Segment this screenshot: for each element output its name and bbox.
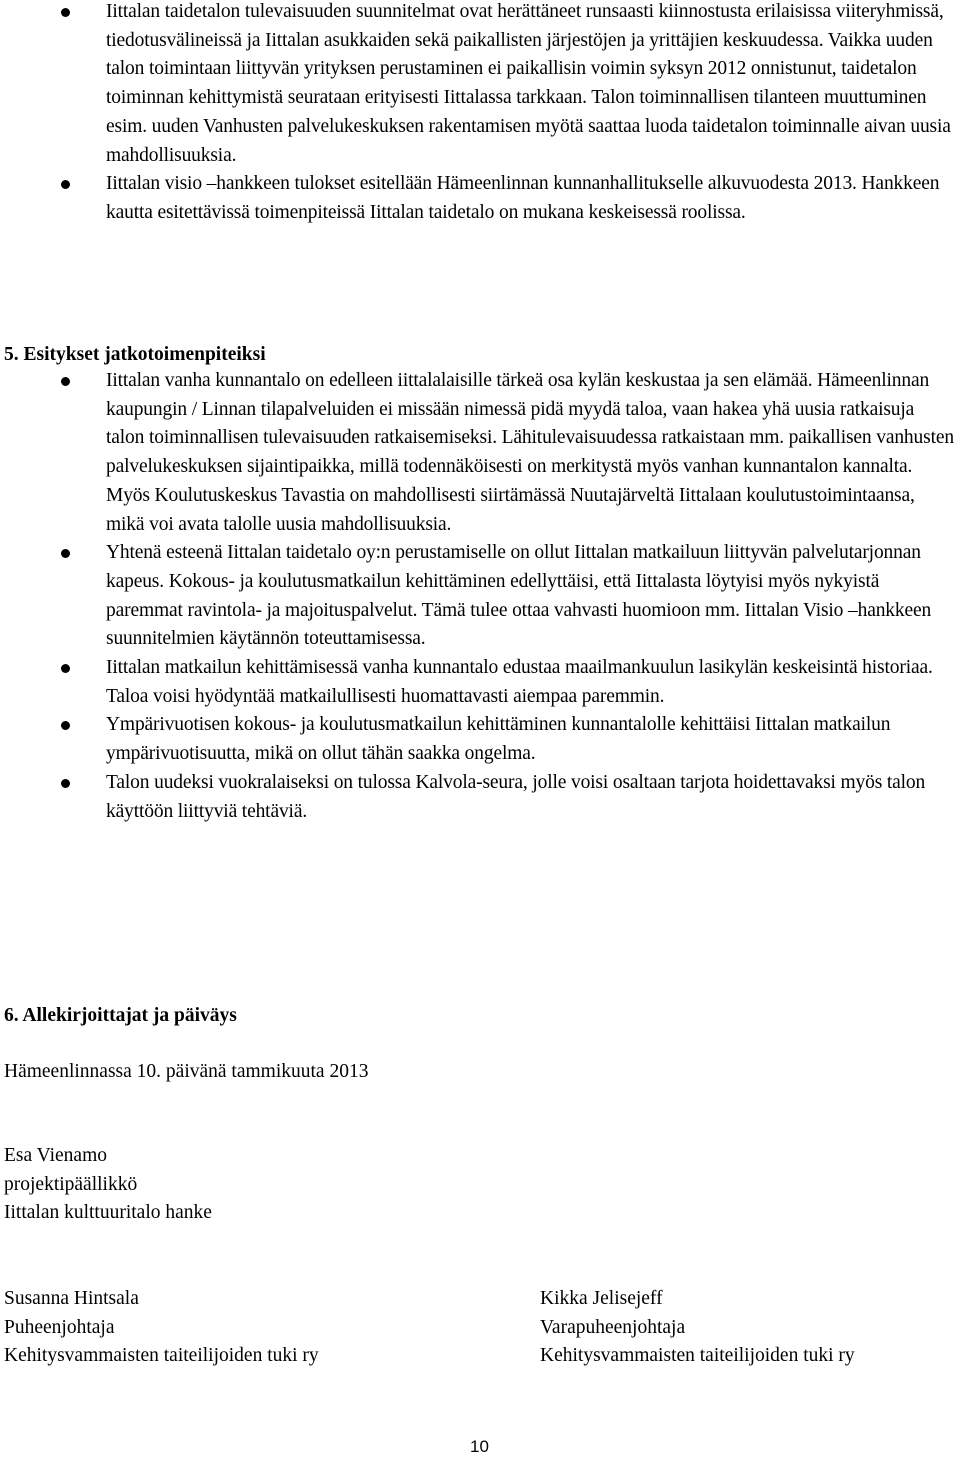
signatory-name: Kikka Jelisejeff	[540, 1288, 663, 1309]
signatory-title: projektipäällikkö	[4, 1173, 138, 1195]
bullet-icon	[61, 779, 70, 788]
bullet-text: Iittalan matkailun kehittämisessä vanha kunnantalo edustaa maailmankuulun lasikylän keskeisintä historiaa. Taloa voisi hyödyntää matkailullisesti huomattavasti aiempaa paremmin.	[106, 657, 933, 707]
bullet-icon	[61, 8, 70, 17]
signature-block-primary	[4, 1142, 212, 1228]
bullet-icon	[61, 549, 70, 558]
signature-block-left	[4, 1285, 319, 1371]
list-item	[0, 170, 956, 227]
bullet-text: Yhtenä esteenä Iittalan taidetalo oy:n perustamiselle on ollut Iittalan matkailuun liittyvän palvelutarjonnan kapeus. Kokous- ja koulutusmatkailun kehittäminen edellyttäisi, että Iittalasta löytyisi myös nykyistä paremmat ravintola- ja majoituspalvelut. Tämä tulee ottaa vahvasti huomioon mm. Iittalan Visio –hankkeen suunnitelmien käytännön toteuttamisessa.	[106, 542, 932, 650]
list-item	[0, 711, 956, 768]
bullet-icon	[61, 721, 70, 730]
signatory-title: Puheenjohtaja	[4, 1316, 115, 1338]
section-6-heading: 6. Allekirjoittajat ja päiväys	[4, 1005, 237, 1026]
signatory-organization: Kehitysvammaisten taiteilijoiden tuki ry	[4, 1345, 319, 1366]
list-item	[0, 0, 956, 170]
section-5-bullet-list	[0, 367, 956, 826]
signatory-title: Varapuheenjohtaja	[540, 1316, 686, 1338]
signature-block-right	[540, 1285, 855, 1371]
bullet-text: Ympärivuotisen kokous- ja koulutusmatkailun kehittäminen kunnantalolle kehittäisi Iittalan matkailun ympärivuotisuutta, mikä on ollut tähän saakka ongelma.	[106, 714, 891, 765]
bullet-text: Iittalan taidetalon tulevaisuuden suunnitelmat ovat herättäneet runsaasti kiinnostusta erilaisissa viiteryhmissä, tiedotusvälineissä ja Iittalan asukkaiden sekä paikallisten järjestöjen ja yrittäjien keskuudessa. Vaikka uuden talon toimintaan liittyvän yrityksen perustaminen ei paikallisin voimin syksyn 2012 onnistunut, taidetalon toiminnan kehittymistä seurataan erityisesti Iittalassa tarkkaan. Talon toiminnallisen tilanteen muuttuminen esim. uuden Vanhusten palvelukeskuksen rakentamisen myötä saattaa luoda taidetalon toiminnalle aivan uusia mahdollisuuksia.	[106, 1, 951, 166]
bullet-text: Iittalan visio –hankkeen tulokset esitellään Hämeenlinnan kunnanhallitukselle alkuvuodesta 2013. Hankkeen kautta esitettävissä toimenpiteissä Iittalan taidetalo on mukana keskeisessä roolissa.	[106, 173, 940, 223]
list-item	[0, 539, 956, 654]
signatory-organization: Kehitysvammaisten taiteilijoiden tuki ry	[540, 1345, 855, 1366]
list-item	[0, 769, 956, 826]
bullet-icon	[61, 180, 70, 189]
bullet-text: Iittalan vanha kunnantalo on edelleen iittalalaisille tärkeä osa kylän keskustaa ja sen elämää. Hämeenlinnan kaupungin / Linnan tilapalveluiden ei missään nimessä pidä myydä taloa, vaan hakea yhä uusia ratkaisuja talon toiminnallisen tulevaisuuden ratkaisemiseksi. Lähitulevaisuudessa ratkaistaan mm. paikallisen vanhusten palvelukeskuksen sijaintipaikka, millä todennäköisesti on merkitystä myös vanhan kunnantalon kannalta. Myös Koulutuskeskus Tavastia on mahdollisesti siirtämässä Nuutajärveltä Iittalaan koulutustoimintaansa, mikä voi avata talolle uusia mahdollisuuksia.	[106, 370, 954, 535]
section-5-heading: 5. Esitykset jatkotoimenpiteiksi	[4, 344, 266, 365]
signatory-organization: Iittalan kulttuuritalo hanke	[4, 1202, 212, 1223]
bullet-icon	[61, 664, 70, 673]
signatory-name: Esa Vienamo	[4, 1145, 107, 1166]
date-line: Hämeenlinnassa 10. päivänä tammikuuta 2013	[4, 1061, 369, 1082]
signatory-name: Susanna Hintsala	[4, 1288, 139, 1309]
bullet-text: Talon uudeksi vuokralaiseksi on tulossa Kalvola-seura, jolle voisi osaltaan tarjota hoidettavaksi myös talon käyttöön liittyviä tehtäviä.	[106, 771, 926, 822]
list-item	[0, 654, 956, 711]
list-item	[0, 367, 956, 539]
bullet-icon	[61, 377, 70, 386]
page-number: 10	[470, 1437, 489, 1456]
continued-bullet-list	[0, 0, 956, 228]
